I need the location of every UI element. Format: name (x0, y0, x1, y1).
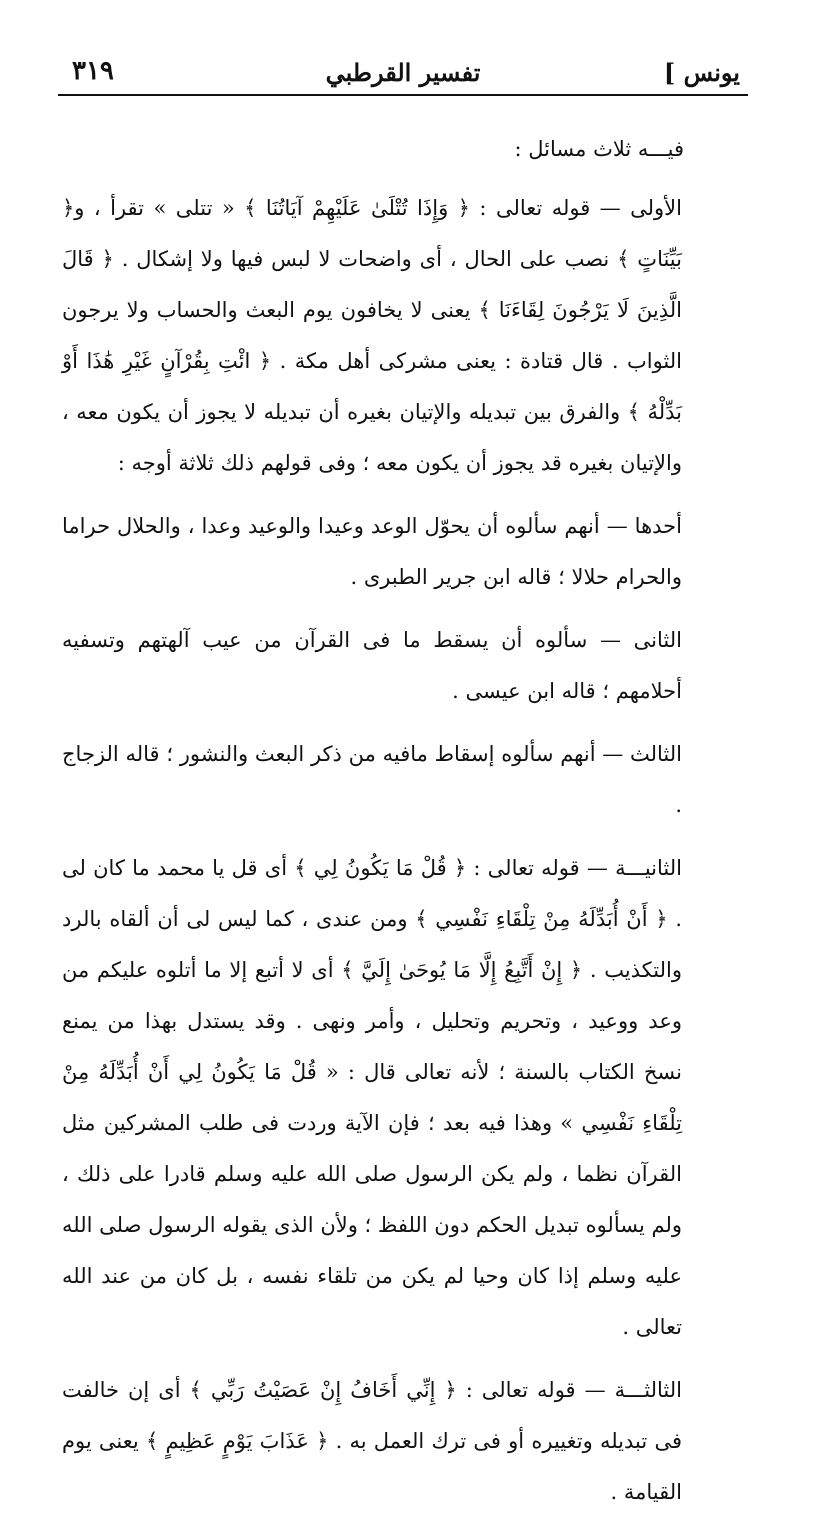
page-body (58, 96, 748, 1518)
issues-heading: فيـــه ثلاث مسائل : (514, 137, 684, 161)
paragraph-first-issue: الأولى — قوله تعالى : ﴿ وَإِذَا تُتْلَىٰ عَلَيْهِمْ آيَاتُنَا ﴾ « تتلى » تقرأ ، و﴿ بَيِّنَاتٍ ﴾ نصب على الحال ، أى واضحات لا لبس فيها ولا إشكال . ﴿ قَالَ الَّذِينَ لَا يَرْجُونَ لِقَاءَنَا ﴾ يعنى لا يخافون يوم البعث والحساب ولا يرجون الثواب . قال قتادة : يعنى مشركى أهل مكة . ﴿ ائْتِ بِقُرْآنٍ غَيْرِ هَٰذَا أَوْ بَدِّلْهُ ﴾ والفرق بين تبديله والإتيان بغيره أن تبديله لا يجوز أن يكون معه ، والإتيان بغيره قد يجوز أن يكون معه ؛ وفى قولهم ذلك ثلاثة أوجه : (62, 196, 682, 475)
paragraph-first-aspect: أحدها — أنهم سألوه أن يحوّل الوعد وعيدا والوعيد وعدا ، والحلال حراما والحرام حلالا ؛ قاله ابن جرير الطبرى . (62, 514, 682, 589)
page-number: ٣١٩ (72, 56, 114, 86)
paragraph-third-issue: الثالثـــة — قوله تعالى : ﴿ إِنِّي أَخَافُ إِنْ عَصَيْتُ رَبِّي ﴾ أى إن خالفت فى تبديله وتغييره أو فى ترك العمل به . ﴿ عَذَابَ يَوْمٍ عَظِيمٍ ﴾ يعنى يوم القيامة . (62, 1378, 682, 1504)
document-page (58, 48, 748, 1504)
surah-name: يونس ] (663, 58, 740, 87)
paragraph-second-aspect: الثانى — سألوه أن يسقط ما فى القرآن من عيب آلهتهم وتسفيه أحلامهم ؛ قاله ابن عيسى . (62, 628, 682, 703)
paragraph-third-aspect: الثالث — أنهم سألوه إسقاط مافيه من ذكر البعث والنشور ؛ قاله الزجاج . (62, 742, 682, 817)
book-title: تفسير القرطبي (325, 58, 481, 87)
page-header (58, 48, 748, 96)
paragraph-second-issue: الثانيـــة — قوله تعالى : ﴿ قُلْ مَا يَكُونُ لِي ﴾ أى قل يا محمد ما كان لى . ﴿ أَنْ أُبَدِّلَهُ مِنْ تِلْقَاءِ نَفْسِي ﴾ ومن عندى ، كما ليس لى أن ألقاه بالرد والتكذيب . ﴿ إِنْ أَتَّبِعُ إِلَّا مَا يُوحَىٰ إِلَيَّ ﴾ أى لا أتبع إلا ما أتلوه عليكم من وعد ووعيد ، وتحريم وتحليل ، وأمر ونهى . وقد يستدل بهذا من يمنع نسخ الكتاب بالسنة ؛ لأنه تعالى قال : « قُلْ مَا يَكُونُ لِي أَنْ أُبَدِّلَهُ مِنْ تِلْقَاءِ نَفْسِي » وهذا فيه بعد ؛ فإن الآية وردت فى طلب المشركين مثل القرآن نظما ، ولم يكن الرسول صلى الله عليه وسلم قادرا على ذلك ، ولم يسألوه تبديل الحكم دون اللفظ ؛ ولأن الذى يقوله الرسول صلى الله عليه وسلم إذا كان وحيا لم يكن من تلقاء نفسه ، بل كان من عند الله تعالى . (62, 856, 682, 1339)
